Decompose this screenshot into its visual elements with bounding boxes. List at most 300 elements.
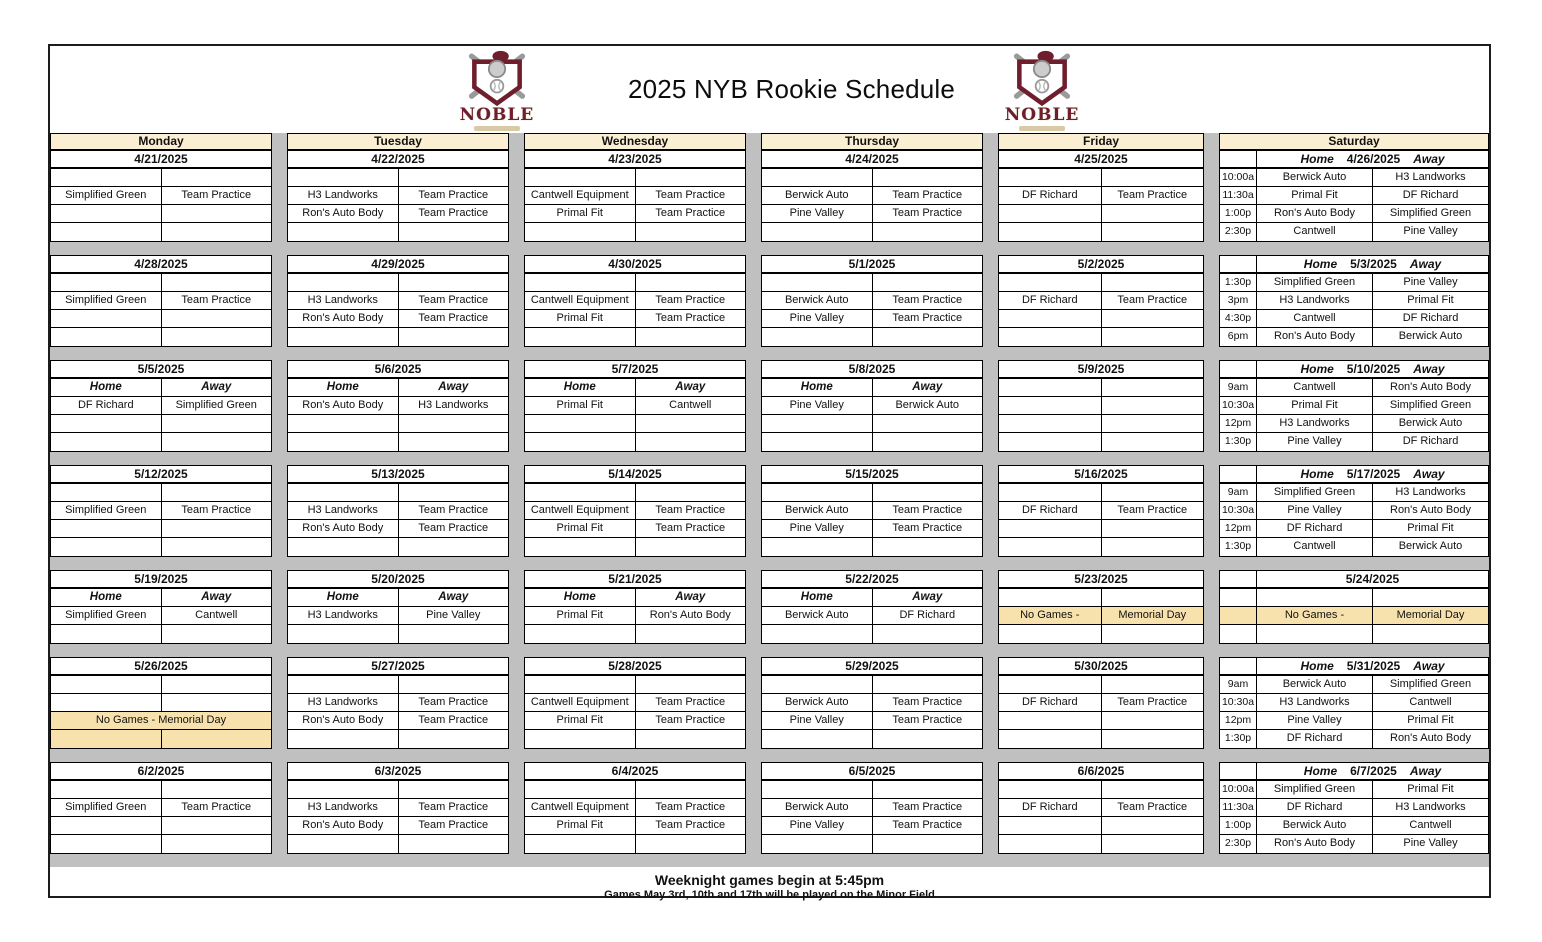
schedule-row: [525, 310, 745, 328]
home-label: Home: [563, 381, 596, 393]
away-label: Away: [398, 379, 509, 396]
home-team-cell: [999, 781, 1101, 798]
column-separator: [746, 465, 761, 557]
home-team-cell: [288, 274, 398, 291]
date-text: 5/3/2025: [1350, 257, 1397, 271]
schedule-row: [288, 274, 508, 292]
day-block: [761, 150, 983, 242]
time-cell: 1:00p: [1224, 819, 1252, 831]
away-team-cell: [1101, 730, 1204, 748]
date-row: [525, 151, 745, 169]
away-team-cell: [872, 415, 983, 432]
home-team-cell: Simplified Green: [65, 504, 147, 516]
away-team-cell: [1101, 835, 1204, 853]
day-header-row: [50, 133, 1489, 150]
schedule-row: [1220, 520, 1488, 538]
column-separator: [509, 255, 524, 347]
away-team-cell: Team Practice: [161, 799, 272, 816]
column-separator: [983, 255, 998, 347]
schedule-row: [1220, 712, 1488, 730]
column-separator: [983, 150, 998, 242]
away-team-cell: Team Practice: [635, 205, 746, 222]
day-block: [50, 657, 272, 749]
day-block: [524, 657, 746, 749]
home-team-cell: Cantwell Equipment: [530, 504, 629, 516]
home-team-cell: DF Richard: [1256, 520, 1372, 537]
holiday-cell: No Games - Memorial Day: [51, 712, 271, 729]
away-team-cell: [1101, 415, 1204, 432]
schedule-row: [525, 712, 745, 730]
schedule-row: [999, 589, 1203, 607]
column-separator: [983, 762, 998, 854]
date-row: [762, 571, 982, 589]
date-cell: 6/4/2025: [611, 764, 659, 778]
schedule-row: [762, 274, 982, 292]
home-team-cell: DF Richard: [1021, 294, 1078, 306]
away-team-cell: H3 Landworks: [1372, 484, 1488, 501]
away-team-cell: [161, 781, 272, 798]
date-row: [1220, 763, 1488, 781]
date-row: [762, 151, 982, 169]
away-team-cell: Simplified Green: [1372, 676, 1488, 693]
day-block: [287, 762, 509, 854]
schedule-row: [999, 694, 1203, 712]
away-team-cell: Pine Valley: [398, 607, 509, 624]
away-team-cell: H3 Landworks: [1372, 169, 1488, 186]
home-team-cell: DF Richard: [1256, 730, 1372, 748]
schedule-row: [999, 712, 1203, 730]
schedule-row: [999, 187, 1203, 205]
schedule-row: [51, 712, 271, 730]
away-team-cell: [1101, 169, 1204, 186]
schedule-row: [51, 484, 271, 502]
schedule-row: [999, 520, 1203, 538]
away-team-cell: [398, 835, 509, 853]
schedule-row: [525, 187, 745, 205]
schedule-row: [51, 817, 271, 835]
week-separator: [50, 749, 1489, 762]
away-team-cell: [398, 538, 509, 556]
schedule-row: [51, 502, 271, 520]
day-header: Friday: [998, 133, 1204, 150]
schedule-row: [525, 292, 745, 310]
home-team-cell: [762, 223, 872, 241]
away-team-cell: H3 Landworks: [398, 397, 509, 414]
schedule-row: [762, 292, 982, 310]
schedule-row: [288, 730, 508, 748]
home-team-cell: [51, 433, 161, 451]
date-cell: 5/23/2025: [1074, 572, 1128, 586]
home-team-cell: [525, 484, 635, 501]
home-team-cell: Cantwell: [1256, 379, 1372, 396]
schedule-row: [51, 835, 271, 853]
date-text: 5/17/2025: [1346, 467, 1401, 481]
away-team-cell: [161, 835, 272, 853]
schedule-row: [288, 415, 508, 433]
column-separator: [983, 657, 998, 749]
home-team-cell: [51, 274, 161, 291]
home-team-cell: Berwick Auto: [1256, 676, 1372, 693]
date-cell: 6/3/2025: [374, 764, 422, 778]
schedule-row: [762, 187, 982, 205]
home-date-away-header: [1257, 763, 1488, 779]
away-team-cell: Simplified Green: [1372, 397, 1488, 414]
home-team-cell: Simplified Green: [1256, 484, 1372, 501]
home-date-away-header: [1257, 361, 1488, 377]
date-cell: 5/9/2025: [1077, 362, 1125, 376]
away-team-cell: [161, 274, 272, 291]
home-team-cell: [762, 169, 872, 186]
schedule-row: [762, 730, 982, 748]
time-cell: 11:30a: [1222, 801, 1254, 813]
home-team-cell: Pine Valley: [789, 714, 844, 726]
column-separator: [1204, 255, 1219, 347]
away-team-cell: [872, 433, 983, 451]
column-separator: [272, 255, 287, 347]
away-team-cell: [1101, 274, 1204, 291]
home-label: Home: [1303, 764, 1338, 778]
away-team-cell: [1101, 433, 1204, 451]
home-team-cell: [762, 835, 872, 853]
home-team-cell: [525, 781, 635, 798]
home-team-cell: Cantwell Equipment: [530, 801, 629, 813]
away-team-cell: Team Practice: [635, 292, 746, 309]
schedule-row: [51, 379, 271, 397]
date-cell: 5/22/2025: [845, 572, 899, 586]
away-team-cell: Pine Valley: [1372, 835, 1488, 853]
date-cell: 5/28/2025: [608, 659, 662, 673]
home-team-cell: H3 Landworks: [1256, 694, 1372, 711]
day-header: Wednesday: [524, 133, 746, 150]
schedule-row: [51, 397, 271, 415]
column-separator: [509, 657, 524, 749]
time-cell: 9am: [1227, 486, 1249, 498]
date-cell: 5/16/2025: [1074, 467, 1128, 481]
home-team-cell: Pine Valley: [789, 399, 844, 411]
away-team-cell: Team Practice: [635, 712, 746, 729]
home-team-cell: Berwick Auto: [784, 504, 849, 516]
home-team-cell: [999, 817, 1101, 834]
schedule-row: [525, 397, 745, 415]
home-team-cell: Primal Fit: [556, 312, 603, 324]
home-team-cell: [999, 379, 1101, 396]
away-team-cell: [1101, 676, 1204, 693]
schedule-row: [525, 379, 745, 397]
home-team-cell: [51, 781, 161, 798]
date-row: [999, 151, 1203, 169]
logo-tagline-bar: [1019, 126, 1065, 131]
home-team-cell: [999, 538, 1101, 556]
away-team-cell: [872, 169, 983, 186]
day-block: [50, 465, 272, 557]
column-separator: [272, 762, 287, 854]
home-team-cell: [999, 205, 1101, 222]
time-cell: 1:00p: [1224, 207, 1252, 219]
schedule-row: [51, 538, 271, 556]
column-separator: [1204, 657, 1219, 749]
schedule-row: [51, 292, 271, 310]
week-row: [50, 657, 1489, 749]
schedule-row: [51, 607, 271, 625]
day-block: [998, 657, 1204, 749]
home-team-cell: [288, 781, 398, 798]
away-team-cell: Team Practice: [872, 292, 983, 309]
day-block: [998, 570, 1204, 644]
date-row: [762, 658, 982, 676]
day-block: [761, 570, 983, 644]
away-team-cell: DF Richard: [872, 607, 983, 624]
away-team-cell: Berwick Auto: [872, 397, 983, 414]
schedule-row: [999, 607, 1203, 625]
date-cell: [1256, 256, 1488, 272]
column-separator: [746, 570, 761, 644]
away-team-cell: Team Practice: [398, 694, 509, 711]
away-team-cell: Primal Fit: [1372, 520, 1488, 537]
time-cell: 2:30p: [1224, 225, 1252, 237]
home-team-cell: Pine Valley: [1256, 433, 1372, 451]
schedule-row: [288, 625, 508, 643]
day-block: [287, 657, 509, 749]
column-separator: [509, 570, 524, 644]
time-cell: [1220, 763, 1256, 779]
schedule-row: [1220, 538, 1488, 556]
date-cell: [1256, 151, 1488, 167]
day-block: [998, 465, 1204, 557]
schedule-row: [525, 520, 745, 538]
home-team-cell: Ron's Auto Body: [1256, 328, 1372, 346]
schedule-row: [525, 781, 745, 799]
home-team-cell: [525, 538, 635, 556]
home-team-cell: [51, 415, 161, 432]
away-team-cell: [398, 781, 509, 798]
away-team-cell: [1101, 484, 1204, 501]
footer-line1: Weeknight games begin at 5:45pm: [654, 872, 885, 888]
schedule-row: [999, 835, 1203, 853]
schedule-row: [288, 835, 508, 853]
home-team-cell: [999, 730, 1101, 748]
date-row: [1220, 466, 1488, 484]
date-cell: 5/30/2025: [1074, 659, 1128, 673]
home-team-cell: Simplified Green: [65, 801, 147, 813]
home-team-cell: [525, 169, 635, 186]
day-block: [524, 360, 746, 452]
day-block: [524, 570, 746, 644]
schedule-row: [762, 712, 982, 730]
schedule-row: [762, 589, 982, 607]
home-team-cell: [999, 625, 1101, 643]
schedule-row: [1220, 274, 1488, 292]
schedule-row: [762, 310, 982, 328]
away-team-cell: Team Practice: [872, 187, 983, 204]
away-team-cell: [161, 223, 272, 241]
schedule-row: [762, 694, 982, 712]
schedule-row: [1220, 676, 1488, 694]
home-label: Home: [89, 591, 122, 603]
schedule-row: [762, 502, 982, 520]
week-row: [50, 465, 1489, 557]
home-team-cell: Pine Valley: [789, 207, 844, 219]
schedule-row: [999, 397, 1203, 415]
schedule-row: [51, 310, 271, 328]
away-team-cell: Team Practice: [398, 292, 509, 309]
day-block: [524, 762, 746, 854]
away-team-cell: Team Practice: [635, 502, 746, 519]
saturday-block: [1219, 762, 1489, 854]
home-team-cell: Ron's Auto Body: [302, 399, 384, 411]
away-team-cell: Team Practice: [398, 712, 509, 729]
home-team-cell: DF Richard: [1021, 189, 1078, 201]
time-cell: 1:30p: [1224, 435, 1252, 447]
away-team-cell: Pine Valley: [1372, 274, 1488, 291]
schedule-row: [51, 223, 271, 241]
home-team-cell: Berwick Auto: [784, 189, 849, 201]
schedule-row: [288, 433, 508, 451]
date-cell: 4/22/2025: [371, 152, 425, 166]
day-header: Saturday: [1219, 133, 1489, 150]
schedule-row: [762, 379, 982, 397]
home-team-cell: Simplified Green: [1256, 781, 1372, 798]
date-row: [288, 571, 508, 589]
time-cell: 10:30a: [1221, 504, 1255, 516]
date-row: [51, 763, 271, 781]
column-separator: [509, 360, 524, 452]
schedule-sheet: [48, 44, 1491, 901]
column-separator: [1204, 762, 1219, 854]
home-team-cell: H3 Landworks: [307, 801, 378, 813]
home-team-cell: [1256, 625, 1372, 643]
week-row: [50, 150, 1489, 242]
date-row: [1220, 256, 1488, 274]
schedule-row: [1220, 607, 1488, 625]
home-team-cell: [51, 835, 161, 853]
schedule-row: [999, 799, 1203, 817]
schedule-row: [1220, 817, 1488, 835]
home-team-cell: [999, 589, 1101, 606]
date-cell: [1256, 658, 1488, 674]
column-separator: [272, 657, 287, 749]
schedule-row: [525, 694, 745, 712]
home-team-cell: [999, 328, 1101, 346]
footer-notes: [50, 867, 1489, 901]
home-date-away-header: [1257, 256, 1488, 272]
week-row: [50, 762, 1489, 854]
home-team-cell: Cantwell Equipment: [530, 294, 629, 306]
home-team-cell: Pine Valley: [789, 819, 844, 831]
date-text: 5/31/2025: [1346, 659, 1401, 673]
home-team-cell: Simplified Green: [1256, 274, 1372, 291]
home-team-cell: [999, 676, 1101, 693]
away-team-cell: [1101, 520, 1204, 537]
home-team-cell: [51, 520, 161, 537]
date-cell: 4/25/2025: [1074, 152, 1128, 166]
time-cell: 2:30p: [1224, 837, 1252, 849]
home-team-cell: [525, 415, 635, 432]
time-cell: [1220, 607, 1256, 624]
away-team-cell: Memorial Day: [1372, 607, 1488, 624]
home-team-cell: Pine Valley: [1256, 502, 1372, 519]
away-team-cell: [161, 205, 272, 222]
home-team-cell: [51, 328, 161, 346]
home-team-cell: [288, 415, 398, 432]
away-team-cell: [161, 433, 272, 451]
away-label: Away: [872, 589, 983, 606]
away-team-cell: [161, 520, 272, 537]
away-team-cell: Primal Fit: [1372, 781, 1488, 798]
day-block: [761, 657, 983, 749]
date-row: [525, 361, 745, 379]
home-team-cell: Pine Valley: [789, 522, 844, 534]
schedule-row: [999, 730, 1203, 748]
home-team-cell: Pine Valley: [789, 312, 844, 324]
column-separator: [1204, 360, 1219, 452]
schedule-row: [999, 484, 1203, 502]
time-cell: 9am: [1227, 678, 1249, 690]
time-cell: 12pm: [1224, 714, 1252, 726]
away-team-cell: [635, 538, 746, 556]
away-team-cell: Cantwell: [161, 607, 272, 624]
home-team-cell: DF Richard: [1021, 504, 1078, 516]
away-team-cell: Team Practice: [635, 694, 746, 711]
date-row: [51, 466, 271, 484]
schedule-row: [288, 589, 508, 607]
saturday-block: [1219, 465, 1489, 557]
schedule-row: [1220, 169, 1488, 187]
home-team-cell: [762, 274, 872, 291]
away-label: Away: [1409, 257, 1442, 271]
home-team-cell: H3 Landworks: [307, 189, 378, 201]
home-team-cell: [999, 835, 1101, 853]
date-row: [288, 256, 508, 274]
home-team-cell: [999, 169, 1101, 186]
home-team-cell: Cantwell Equipment: [530, 696, 629, 708]
schedule-row: [762, 781, 982, 799]
day-block: [287, 255, 509, 347]
day-block: [998, 360, 1204, 452]
home-team-cell: [525, 328, 635, 346]
time-cell: [1220, 361, 1256, 377]
day-block: [287, 150, 509, 242]
schedule-row: [288, 223, 508, 241]
date-cell: 4/30/2025: [608, 257, 662, 271]
time-cell: 12pm: [1224, 417, 1252, 429]
home-team-cell: [288, 328, 398, 346]
schedule-row: [999, 502, 1203, 520]
home-team-cell: [762, 415, 872, 432]
date-cell: 5/15/2025: [845, 467, 899, 481]
column-separator: [509, 133, 524, 150]
date-row: [51, 151, 271, 169]
date-cell: 6/5/2025: [848, 764, 896, 778]
time-cell: 1:30p: [1224, 276, 1252, 288]
away-team-cell: [872, 223, 983, 241]
away-team-cell: [1101, 379, 1204, 396]
date-row: [51, 571, 271, 589]
column-separator: [1204, 570, 1219, 644]
home-team-cell: Ron's Auto Body: [302, 207, 384, 219]
home-team-cell: Berwick Auto: [784, 294, 849, 306]
saturday-block: [1219, 360, 1489, 452]
home-label: Home: [800, 591, 833, 603]
away-team-cell: [161, 310, 272, 327]
away-team-cell: Team Practice: [635, 310, 746, 327]
time-cell: 12pm: [1224, 522, 1252, 534]
away-team-cell: Team Practice: [635, 817, 746, 834]
home-team-cell: H3 Landworks: [307, 696, 378, 708]
date-row: [1220, 361, 1488, 379]
schedule-row: [525, 274, 745, 292]
time-cell: [1220, 625, 1256, 643]
schedule-row: [525, 484, 745, 502]
